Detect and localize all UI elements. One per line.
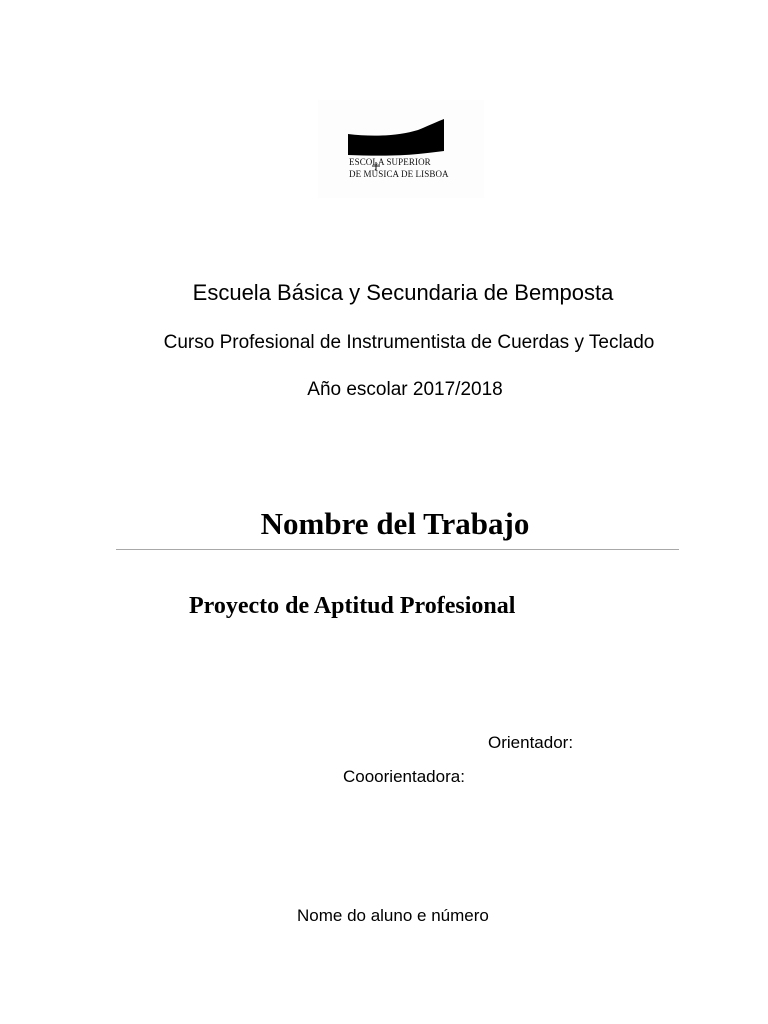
- course-name: Curso Profesional de Instrumentista de Cuerdas y Teclado: [163, 332, 655, 353]
- work-title: Nombre del Trabajo: [260, 506, 530, 541]
- logo-text-line-2: DE MÚSICA DE LISBOA: [349, 169, 449, 179]
- school-logo: [318, 100, 484, 198]
- school-name: Escuela Básica y Secundaria de Bemposta: [192, 280, 614, 305]
- student-name-number: Nome do aluno e número: [297, 906, 489, 925]
- logo-text-line-1: ESCOLA SUPERIOR: [349, 157, 431, 167]
- orientador-label: Orientador:: [488, 733, 574, 752]
- project-type: Proyecto de Aptitud Profesional: [189, 593, 516, 619]
- coorientadora-label: Cooorientadora:: [343, 767, 465, 786]
- title-divider: [116, 549, 679, 550]
- school-year: Año escolar 2017/2018: [307, 379, 503, 400]
- logo-wave-mark: [318, 100, 484, 198]
